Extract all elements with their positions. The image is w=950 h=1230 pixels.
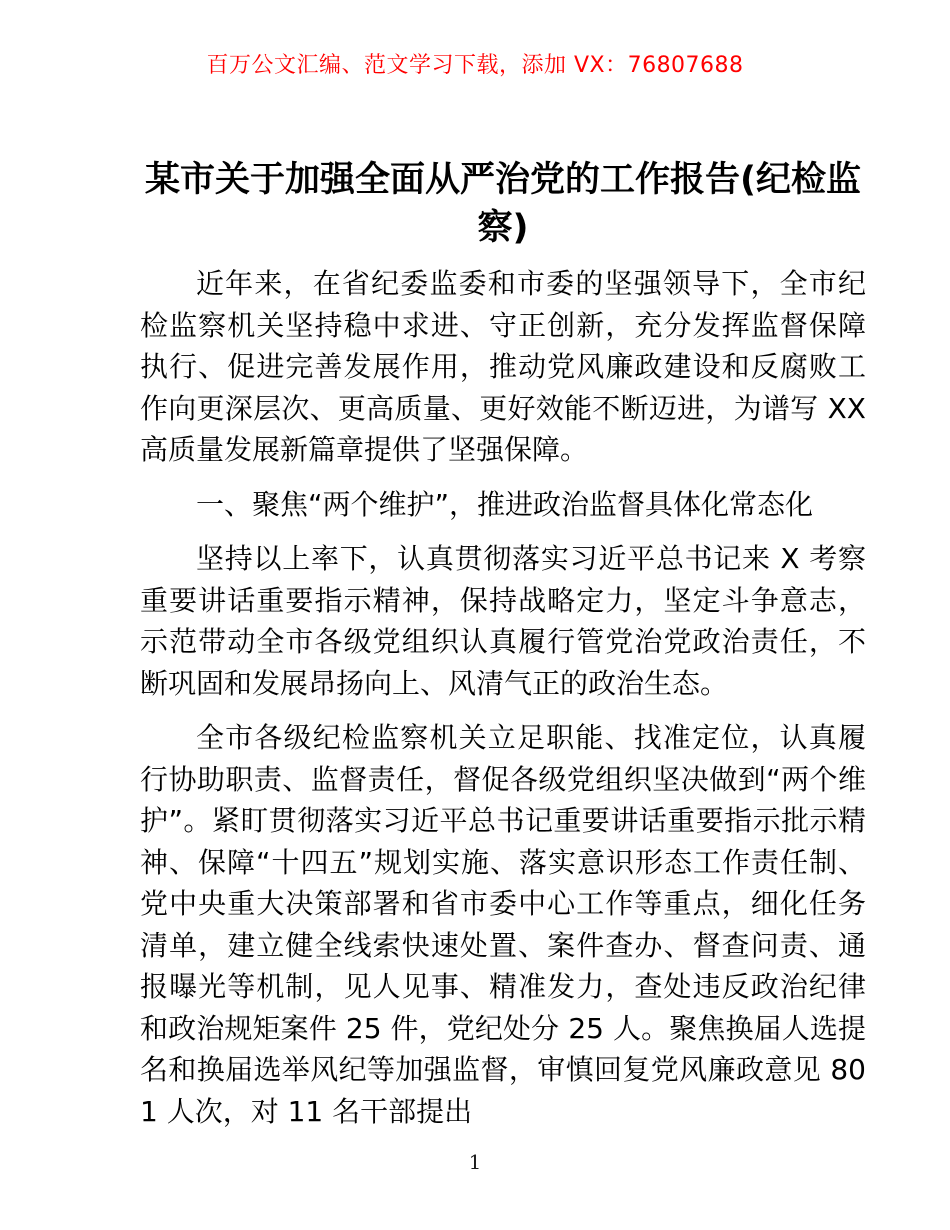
promo-header-text: 百万公文汇编、范文学习下载，添加 VX：76807688 — [206, 53, 744, 78]
section-heading: 一、聚焦“两个维护”，推进政治监督具体化常态化 — [196, 487, 814, 521]
paragraph: 坚持以上率下，认真贯彻落实习近平总书记来 X 考察重要讲话重要指示精神，保持战略定力，坚定斗争意志，示范带动全市各级党组织认真履行管党治党政治责任，不断巩固和发展昂扬向上、风清气正的政治生态。 — [140, 542, 866, 700]
paragraph-intro: 近年来，在省纪委监委和市委的坚强领导下，全市纪检监察机关坚持稳中求进、守正创新，充分发挥监督保障执行、促进完善发展作用，推动党风廉政建设和反腐败工作向更深层次、更高质量、更好效能不断迈进，为谱写 XX 高质量发展新篇章提供了坚强保障。 — [140, 267, 866, 466]
document-body — [140, 263, 866, 1128]
page-number: 1 — [468, 1150, 482, 1174]
paragraph: 全市各级纪检监察机关立足职能、找准定位，认真履行协助职责、监督责任，督促各级党组织坚决做到“两个维护”。紧盯贯彻落实习近平总书记重要讲话重要指示批示精神、保障“十四五”规划实施、落实意识形态工作责任制、党中央重大决策部署和省市委中心工作等重点，细化任务清单，建立健全线索快速处置、案件查办、督查问责、通报曝光等机制，见人见事、精准发力，查处违反政治纪律和政治规矩案件 25 件，党纪处分 25 人。聚焦换届人选提名和换届选举风纪等加强监督，审慎回复党风廉政意见 801 人次，对 11 名干部提出 — [140, 721, 866, 1128]
document-title: 某市关于加强全面从严治党的工作报告(纪检监察) — [145, 160, 861, 248]
